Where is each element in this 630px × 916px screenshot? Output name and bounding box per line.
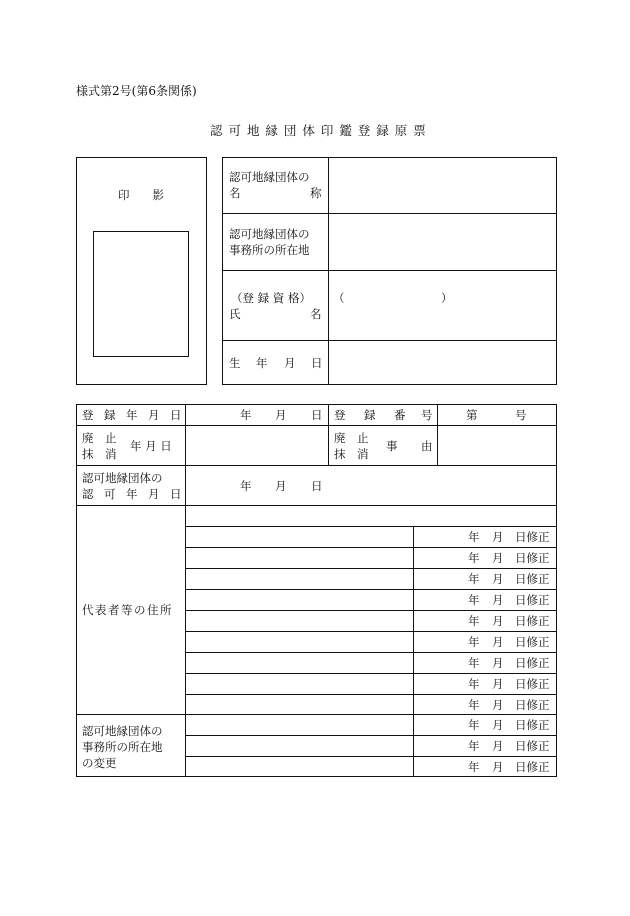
birth-label-gatsu: 月 [284,356,296,370]
birth-date-field[interactable] [330,342,555,384]
correction-nen: 年 [468,739,480,753]
approval-label-line1: 認可地縁団体の [82,471,163,485]
approval-label-2-4: 月 [148,487,160,501]
reg-date-nichi: 日 [311,408,323,422]
approval-nichi: 日 [311,479,323,493]
abolish-reason-label-1: 廃 止 [334,431,369,445]
name-field[interactable] [330,272,555,339]
qualification-label: （登 録 資 格） [231,291,311,305]
office-change-label-1: 認可地縁団体の [82,724,163,738]
qualification-paren-close: ） [441,291,453,305]
correction-tsuki: 月 [492,593,504,607]
birth-label-nen: 年 [256,356,268,370]
birth-label-sei: 生 [229,356,241,370]
correction-label: 日修正 [515,677,550,691]
reg-number-label-4: 号 [421,408,433,422]
reg-date-gatsu: 月 [275,408,287,422]
correction-nen: 年 [468,635,480,649]
form-number: 様式第2号(第6条関係) [76,84,197,98]
correction-tsuki: 月 [492,572,504,586]
approval-label-2-1: 認 [82,487,94,501]
correction-nen: 年 [468,760,480,774]
correction-label: 日修正 [515,739,550,753]
reg-date-label-2: 録 [104,408,116,422]
correction-label: 日修正 [515,551,550,565]
correction-tsuki: 月 [492,718,504,732]
correction-tsuki: 月 [492,614,504,628]
abolish-reason-ji: 事 [386,439,398,453]
approval-label-2-5: 日 [170,487,182,501]
correction-nen: 年 [468,698,480,712]
abolish-reason-field[interactable] [439,427,556,464]
correction-label: 日修正 [515,530,550,544]
correction-tsuki: 月 [492,698,504,712]
correction-label: 日修正 [515,572,550,586]
approval-label-2-3: 年 [126,487,138,501]
approval-gatsu: 月 [275,479,287,493]
office-address-field[interactable] [330,215,555,269]
correction-nen: 年 [468,572,480,586]
reg-number-label-1: 登 [334,408,346,422]
reg-date-nen: 年 [240,408,252,422]
seal-label: 印 影 [118,188,164,202]
correction-tsuki: 月 [492,760,504,774]
approval-nen: 年 [240,479,252,493]
correction-tsuki: 月 [492,635,504,649]
correction-label: 日修正 [515,698,550,712]
correction-nen: 年 [468,677,480,691]
birth-label-nichi: 日 [311,356,323,370]
correction-nen: 年 [468,614,480,628]
correction-label: 日修正 [515,760,550,774]
abolish-label-1: 廃 止 [82,431,117,445]
reg-number-dai: 第 [466,408,478,422]
correction-nen: 年 [468,718,480,732]
page-title: 認 可 地 縁 団 体 印 鑑 登 録 原 票 [210,123,427,138]
abolish-date-field[interactable] [187,427,327,464]
office-label-line1: 認可地縁団体の [229,227,310,241]
reg-number-label-3: 番 [394,408,406,422]
group-name-field[interactable] [330,159,555,212]
reg-date-label-5: 日 [170,408,182,422]
correction-tsuki: 月 [492,656,504,670]
approval-label-2-2: 可 [104,487,116,501]
group-name-label-name: 名 [229,186,241,200]
reg-date-label-4: 月 [148,408,160,422]
correction-tsuki: 月 [492,739,504,753]
reg-number-label-2: 録 [364,408,376,422]
office-label-line2: 事務所の所在地 [229,243,310,257]
abolish-label-2: 抹 消 [82,447,117,461]
correction-label: 日修正 [515,593,550,607]
correction-nen: 年 [468,593,480,607]
qualification-paren-open: （ [333,291,345,305]
abolish-reason-label-2: 抹 消 [334,447,369,461]
office-change-label-2: 事務所の所在地 [82,740,163,754]
correction-nen: 年 [468,656,480,670]
correction-nen: 年 [468,551,480,565]
group-name-label-line1: 認可地縁団体の [229,170,310,184]
reg-date-label-3: 年 [126,408,138,422]
reg-date-label-1: 登 [82,408,94,422]
name-label-mei: 名 [310,307,322,321]
abolish-date-label: 年 月 日 [130,439,172,453]
reg-number-go: 号 [515,408,527,422]
office-change-label-3: の変更 [82,756,117,770]
seal-frame [93,231,189,357]
abolish-reason-yu: 由 [421,439,433,453]
correction-nen: 年 [468,530,480,544]
correction-label: 日修正 [515,635,550,649]
correction-label: 日修正 [515,718,550,732]
correction-label: 日修正 [515,614,550,628]
group-name-label-sho: 称 [310,186,322,200]
correction-tsuki: 月 [492,530,504,544]
correction-label: 日修正 [515,656,550,670]
rep-address-label: 代表者等の住所 [82,603,173,617]
correction-tsuki: 月 [492,551,504,565]
correction-tsuki: 月 [492,677,504,691]
name-label-shi: 氏 [229,307,241,321]
